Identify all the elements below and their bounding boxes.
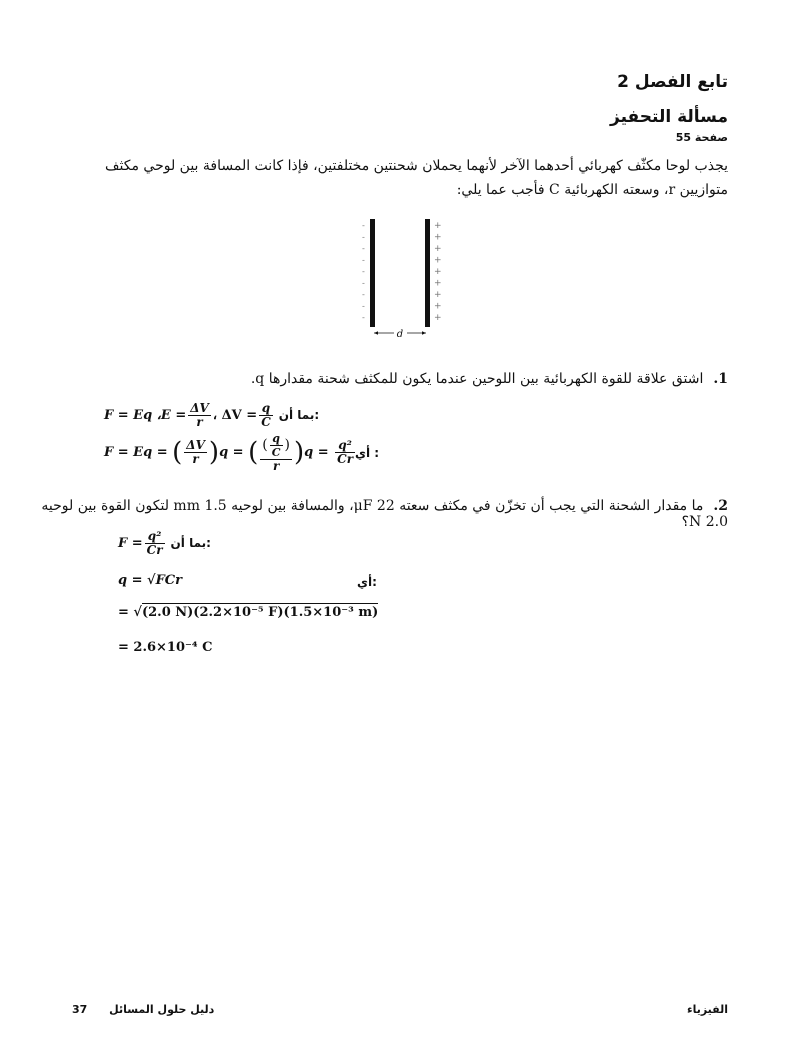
q2-given-label: بما أن: bbox=[170, 536, 211, 550]
question-1-number: 1. bbox=[713, 371, 728, 387]
q1-line-1: F = Eq ،E = $\frac{\Delta V}{r}$ ، ΔV = $\frac{q}{C}$ بما أن: bbox=[104, 401, 320, 429]
question-2-number: 2. bbox=[713, 498, 728, 514]
q2-line-3: = √(2.0 N)(2.2×10⁻⁵ F)(1.5×10⁻³ m) bbox=[118, 605, 379, 620]
footer-page-number: 37 bbox=[72, 1003, 88, 1016]
page-reference: صفحة 55 bbox=[675, 131, 728, 144]
negative-charge-sign: - bbox=[362, 221, 365, 230]
positive-plate bbox=[425, 219, 430, 327]
negative-charge-sign: - bbox=[362, 278, 365, 288]
footer-subject: الفيزياء bbox=[686, 1003, 728, 1016]
q2-line-2: q = √FCr bbox=[118, 573, 183, 588]
negative-charge-sign: - bbox=[362, 267, 365, 276]
q2-hence-label: أي: bbox=[357, 575, 377, 589]
question-2-text: ما مقدار الشحنة التي يجب أن تخزّن في مكثف سعته 22 μF، والمسافة بين لوحيه 1.5 mm لتكون القوة بين لوحيه 2.0 N؟ bbox=[41, 498, 728, 530]
positive-charge-sign: + bbox=[434, 232, 442, 243]
q1-given-label: بما أن: bbox=[278, 408, 320, 422]
negative-charge-sign: - bbox=[362, 255, 365, 265]
positive-charge-sign: + bbox=[434, 301, 442, 312]
footer-guide-title: دليل حلول المسائل bbox=[109, 1003, 215, 1016]
q2-line-4: = 2.6×10⁻⁴ C bbox=[118, 640, 213, 655]
positive-charges bbox=[434, 221, 442, 323]
negative-plate bbox=[370, 219, 375, 327]
distance-label: d bbox=[396, 329, 404, 340]
positive-charge-sign: + bbox=[434, 313, 442, 323]
q1-hence-label: أي : bbox=[355, 446, 380, 460]
positive-charge-sign: + bbox=[434, 244, 442, 254]
section-title: مسألة التحفيز bbox=[610, 107, 728, 127]
q1-line-2: F = Eq = ( $\frac{\Delta V}{r}$ )q = ( ( $\frac{q}{C}$ ) r )q = $\frac{\text{q²}}{Cr}$ bbox=[104, 432, 354, 473]
question-1 bbox=[68, 371, 728, 387]
positive-charge-sign: + bbox=[434, 255, 442, 266]
negative-charges bbox=[362, 221, 365, 322]
question-2 bbox=[28, 498, 728, 530]
negative-charge-sign: - bbox=[362, 301, 365, 311]
chapter-title: تابع الفصل 2 bbox=[617, 72, 728, 92]
positive-charge-sign: + bbox=[434, 290, 442, 300]
capacitor-figure bbox=[356, 217, 452, 341]
question-1-text: اشتق علاقة للقوة الكهربائية بين اللوحين عندما يكون للمكثف شحنة مقدارها q. bbox=[250, 371, 704, 387]
footer-guide bbox=[72, 1003, 214, 1016]
positive-charge-sign: + bbox=[434, 278, 442, 289]
q2-line-1: F = $\frac{\text{q²}}{Cr}$ بما أن: bbox=[118, 529, 211, 557]
negative-charge-sign: - bbox=[362, 313, 365, 322]
negative-charge-sign: - bbox=[362, 232, 365, 242]
problem-intro: يجذب لوحا مكثّف كهربائي أحدهما الآخر لأنهما يحملان شحنتين مختلفتين، فإذا كانت المسافة بين لوحي مكثف متوازيين r، وسعته الكهربائية C فأجب عما يلي: bbox=[105, 158, 728, 198]
positive-charge-sign: + bbox=[434, 267, 442, 277]
negative-charge-sign: - bbox=[362, 290, 365, 299]
positive-charge-sign: + bbox=[434, 221, 442, 231]
negative-charge-sign: - bbox=[362, 244, 365, 253]
